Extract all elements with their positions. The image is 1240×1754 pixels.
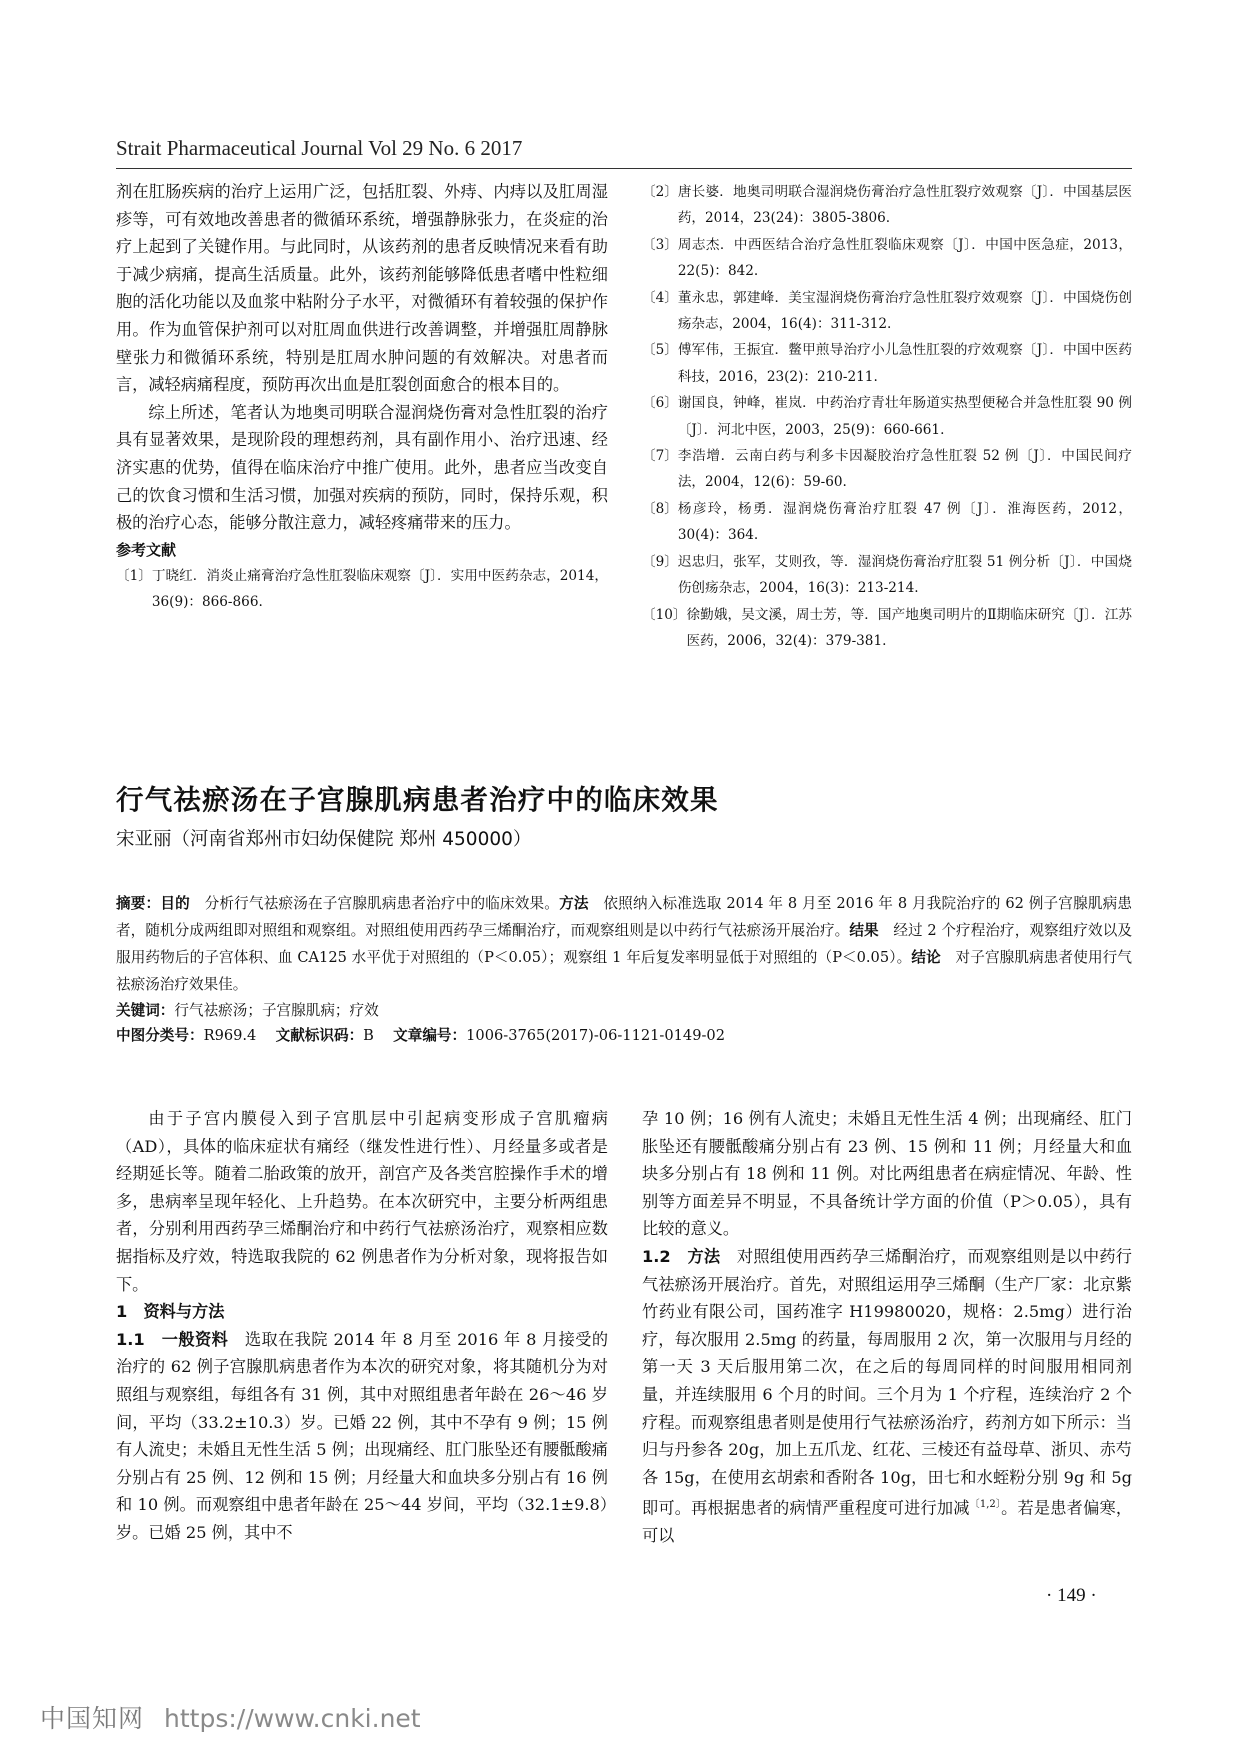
reference-text: 李浩增．云南白药与利多卡因凝胶治疗急性肛裂 52 例〔J〕．中国民间疗法，2004，12(6)：59-60. <box>677 448 1132 491</box>
doc-code-label: 文献标识码： <box>275 1027 364 1044</box>
reference-item <box>642 232 1132 285</box>
reference-number: 〔7〕 <box>642 448 678 465</box>
abstract <box>116 890 1132 998</box>
reference-text: 周志杰．中西医结合治疗急性肛裂临床观察〔J〕．中国中医急症，2013，22(5)：842. <box>677 236 1132 280</box>
paragraph: 孕 10 例；16 例有人流史；未婚且无性生活 4 例；出现痛经、肛门胀坠还有腰骶酸痛分别占有 23 例、15 例和 11 例；月经量大和血块多分别占有 18 例和 11 例。对比两组患者在病症情况、年龄、性别等方面差异不明显，不具备统计学方面的价值（P＞0.05），具有比较的意义。 <box>642 1109 1132 1239</box>
reference-text: 徐勤娥，吴文溪，周士芳，等．国产地奥司明片的Ⅱ期临床研究〔J〕．江苏医药，2006，32(4)：379-381. <box>686 606 1132 649</box>
body-right-column <box>642 1105 1132 1550</box>
reference-item <box>642 496 1132 549</box>
page-number: · 149 · <box>1046 1585 1097 1606</box>
paragraph: 剂在肛肠疾病的治疗上运用广泛，包括肛裂、外痔、内痔以及肛周湿疹等，可有效地改善患者的微循环系统，增强静脉张力，在炎症的治疗上起到了关键作用。与此同时，从该药剂的患者反映情况来看有助于减少病痛，提高生活质量。此外，该药剂能够降低患者嗜中性粒细胞的活化功能以及血浆中粘附分子水平，对微循环有着较强的保护作用。作为血管保护剂可以对肛周血供进行改善调整，并增强肛周静脉壁张力和微循环系统，特别是肛周水肿问题的有效解决。对患者而言，减轻病痛程度，预防再次出血是肛裂创面愈合的根本目的。 <box>116 182 608 395</box>
references-list-right <box>642 179 1132 654</box>
subsection-text: 对照组使用西药孕三烯酮治疗，而观察组则是以中药行气祛瘀汤开展治疗。首先，对照组运用孕三烯酮（生产厂家：北京紫竹药业有限公司，国药准字 H19980020，规格：2.5mg）进行治疗，每次服用 2.5mg 的药量，每周服用 2 次，第一次服用与月经的第一天 3 天后服用第二次，在之后的每周同样的时间服用相同剂量，并连续服用 6 个月的时间。三个月为 1 个疗程，连续治疗 2 个疗程。而观察组患者则是使用行气祛瘀汤治疗，药剂方如下所示：当归与丹参各 20g，加上五爪龙、红花、三棱还有益母草、浙贝、赤芍各 15g，在使用玄胡索和香附各 10g，田七和水蛭粉分别 9g 和 5g 即可。再根据患者的病情严重程度可进行加减 <box>642 1246 1132 1518</box>
body-left-column <box>116 1105 608 1547</box>
conclusion-label: 结论 <box>911 949 941 966</box>
abstract-label: 摘要： <box>116 895 161 912</box>
citation: 〔1,2〕 <box>969 1499 1002 1511</box>
reference-text: 唐长婆．地奥司明联合湿润烧伤膏治疗急性肛裂疗效观察〔J〕．中国基层医药，2014，23(24)：3805-3806. <box>677 184 1132 227</box>
purpose-text: 分析行气祛瘀汤在子宫腺肌病患者治疗中的临床效果。 <box>204 895 560 912</box>
reference-text: 丁晓红．消炎止痛膏治疗急性肛裂临床观察〔J〕．实用中医药杂志，2014，36(9)：866-866. <box>151 567 608 611</box>
keywords <box>116 998 1132 1023</box>
subsection-text: 选取在我院 2014 年 8 月至 2016 年 8 月接受的治疗的 62 例子宫腺肌病患者作为本次的研究对象，将其随机分为对照组与观察组，每组各有 31 例，其中对照组患者年龄在 26～46 岁间，平均（33.2±10.3）岁。已婚 22 例，其中不孕有 9 例；15 例有人流史；未婚且无性生活 5 例；出现痛经、肛门胀坠还有腰骶酸痛分别占有 25 例、12 例和 15 例；月经量大和血块多分别占有 16 例和 10 例。而观察组中患者年龄在 25～44 岁间，平均（32.1±9.8）岁。已婚 25 例，其中不 <box>116 1329 609 1542</box>
reference-number: 〔4〕 <box>642 289 678 306</box>
purpose-label: 目的 <box>160 895 190 912</box>
paragraph <box>642 1243 1132 1550</box>
reference-text: 谢国良，钟峰，崔岚．中药治疗青壮年肠道实热型便秘合并急性肛裂 90 例〔J〕．河北中医，2003，25(9)：660-661. <box>677 395 1132 438</box>
clc-label: 中图分类号： <box>116 1027 204 1044</box>
reference-item <box>642 443 1132 496</box>
reference-number: 〔9〕 <box>642 553 678 570</box>
reference-number: 〔2〕 <box>642 184 678 200</box>
journal-header: Strait Pharmaceutical Journal Vol 29 No. 6 2017 <box>116 136 523 160</box>
reference-number: 〔1〕 <box>116 567 152 584</box>
cnki-watermark <box>40 1699 421 1735</box>
reference-number: 〔8〕 <box>642 500 678 517</box>
reference-number: 〔10〕 <box>642 606 687 623</box>
classification-line <box>116 1023 1132 1048</box>
reference-number: 〔5〕 <box>642 342 678 359</box>
clc-value: R969.4 <box>203 1027 257 1044</box>
reference-number: 〔3〕 <box>642 236 678 253</box>
left-column-top <box>116 178 608 616</box>
references-list-left <box>116 563 608 616</box>
reference-item <box>116 563 608 616</box>
paragraph-tail: 。若是患者偏寒，可以 <box>642 1498 1133 1546</box>
article-id-label: 文章编号： <box>393 1027 467 1044</box>
reference-item <box>642 390 1132 443</box>
keywords-value: 行气祛瘀汤；子宫腺肌病；疗效 <box>174 1002 379 1019</box>
doc-code-value: B <box>363 1027 374 1044</box>
result-label: 结果 <box>849 922 879 939</box>
conclusion-text: 对子宫腺肌病患者使用行气祛瘀汤治疗效果佳。 <box>116 949 1132 993</box>
reference-item <box>642 285 1132 338</box>
keywords-label: 关键词： <box>116 1002 175 1019</box>
cnki-url: https://www.cnki.net <box>164 1704 421 1733</box>
reference-text: 杨彦玲，杨勇．湿润烧伤膏治疗肛裂 47 例〔J〕．淮海医药，2012，30(4)：364. <box>677 500 1132 544</box>
section-heading: 1 资料与方法 <box>116 1302 225 1322</box>
paragraph <box>116 1326 608 1547</box>
article-title: 行气祛瘀汤在子宫腺肌病患者治疗中的临床效果 <box>116 784 719 816</box>
author-affiliation: 宋亚丽（河南省郑州市妇幼保健院 郑州 450000） <box>116 829 532 850</box>
reference-number: 〔6〕 <box>642 395 678 412</box>
header-divider <box>116 168 1132 169</box>
references-heading: 参考文献 <box>116 540 177 559</box>
reference-item <box>642 179 1132 232</box>
reference-text: 董永忠，郭建峰．美宝湿润烧伤膏治疗急性肛裂疗效观察〔J〕．中国烧伤创疡杂志，2004，16(4)：311-312. <box>677 289 1132 333</box>
subsection-heading: 1.1 一般资料 <box>116 1329 229 1349</box>
method-text: 依照纳入标准选取 2014 年 8 月至 2016 年 8 月我院治疗的 62 例子宫腺肌病患者，随机分成两组即对照组和观察组。对照组使用西药孕三烯酮治疗，而观察组则是以中药行气祛瘀汤开展治疗。 <box>116 895 1132 939</box>
reference-item <box>642 602 1132 655</box>
subsection-heading: 1.2 方法 <box>642 1246 721 1266</box>
method-label: 方法 <box>559 895 589 912</box>
paragraph: 综上所述，笔者认为地奥司明联合湿润烧伤膏对急性肛裂的治疗具有显著效果，是现阶段的理想药剂，具有副作用小、治疗迅速、经济实惠的优势，值得在临床治疗中推广使用。此外，患者应当改变自己的饮食习惯和生活习惯，加强对疾病的预防，同时，保持乐观，积极的治疗心态，能够分散注意力，减轻疼痛带来的压力。 <box>116 402 608 533</box>
reference-item <box>642 337 1132 390</box>
intro-paragraph: 由于子宫内膜侵入到子宫肌层中引起病变形成子宫肌瘤病（AD），具体的临床症状有痛经（继发性进行性）、月经量多或者是经期延长等。随着二胎政策的放开，剖宫产及各类宫腔操作手术的增多，患病率呈现年轻化、上升趋势。在本次研究中，主要分析两组患者，分别利用西药孕三烯酮治疗和中药行气祛瘀汤治疗，观察相应数据指标及疗效，特选取我院的 62 例患者作为分析对象，现将报告如下。 <box>116 1109 608 1294</box>
reference-text: 迟忠归，张军，艾则孜，等．湿润烧伤膏治疗肛裂 51 例分析〔J〕．中国烧伤创疡杂志，2004，16(3)：213-214. <box>677 553 1132 597</box>
cnki-brand: 中国知网 <box>40 1704 145 1733</box>
result-text: 经过 2 个疗程治疗，观察组疗效以及服用药物后的子宫体积、血 CA125 水平优于对照组的（P＜0.05）；观察组 1 年后复发率明显低于对照组的（P＜0.05）。 <box>116 922 1132 966</box>
article-id-value: 1006-3765(2017)-06-1121-0149-02 <box>466 1027 726 1044</box>
reference-text: 傅军伟，王振宜．鳖甲煎导治疗小儿急性肛裂的疗效观察〔J〕．中国中医药科技，2016，23(2)：210-211. <box>677 342 1132 385</box>
reference-item <box>642 549 1132 602</box>
